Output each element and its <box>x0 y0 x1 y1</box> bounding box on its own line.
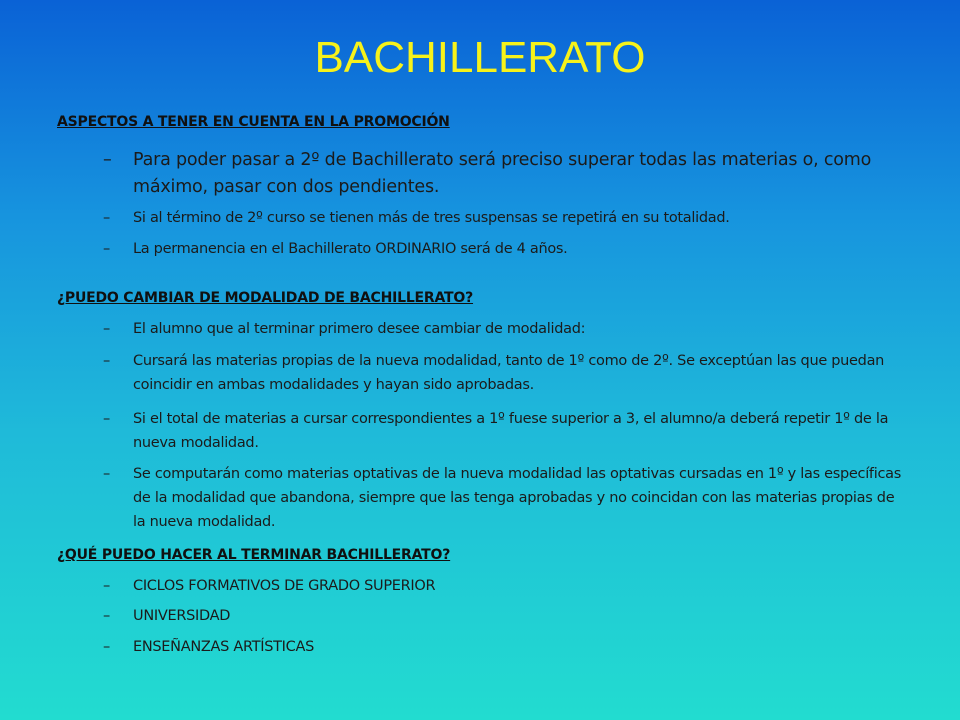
list-item-text: El alumno que al terminar primero desee cambiar de modalidad: <box>133 321 586 337</box>
list-item-text: CICLOS FORMATIVOS DE GRADO SUPERIOR <box>133 578 436 594</box>
list-item <box>103 237 903 261</box>
bullet-dash: – <box>103 411 110 427</box>
slide-title: BACHILLERATO <box>314 33 646 82</box>
bullet-dash: – <box>103 578 110 594</box>
bullet-dash: – <box>103 150 112 170</box>
bullet-dash: – <box>103 241 110 257</box>
list-item <box>103 604 903 628</box>
list-item <box>103 407 903 455</box>
bullet-dash: – <box>103 639 110 655</box>
list-item <box>103 147 903 201</box>
bullet-dash: – <box>103 466 110 482</box>
list-item <box>103 317 903 341</box>
section-heading-modalidad: ¿PUEDO CAMBIAR DE MODALIDAD DE BACHILLERATO? <box>57 290 474 306</box>
list-item-text: Cursará las materias propias de la nueva modalidad, tanto de 1º como de 2º. Se exceptúan las que puedan coincidir en ambas modalidades y hayan sido aprobadas. <box>133 353 885 393</box>
section-heading-promocion: ASPECTOS A TENER EN CUENTA EN LA PROMOCIÓN <box>57 114 450 130</box>
list-item <box>103 206 903 230</box>
list-item <box>103 635 903 659</box>
list-item <box>103 349 903 397</box>
list-item-text: Para poder pasar a 2º de Bachillerato será preciso superar todas las materias o, como máximo, pasar con dos pendientes. <box>133 150 872 197</box>
section-heading-terminar: ¿QUÉ PUEDO HACER AL TERMINAR BACHILLERATO? <box>57 547 451 563</box>
list-item-text: ENSEÑANZAS ARTÍSTICAS <box>133 639 315 655</box>
list-item-text: Si al término de 2º curso se tienen más de tres suspensas se repetirá en su totalidad. <box>133 210 730 226</box>
list-item-text: UNIVERSIDAD <box>133 608 231 624</box>
bullet-dash: – <box>103 353 110 369</box>
bullet-dash: – <box>103 321 110 337</box>
list-item <box>103 462 903 534</box>
bullet-dash: – <box>103 608 110 624</box>
list-item-text: Si el total de materias a cursar correspondientes a 1º fuese superior a 3, el alumno/a deberá repetir 1º de la nueva modalidad. <box>133 411 889 451</box>
list-item-text: Se computarán como materias optativas de la nueva modalidad las optativas cursadas en 1º y las específicas de la modalidad que abandona, siempre que las tenga aprobadas y no coincidan con las materias propias de la nueva modalidad. <box>133 466 901 530</box>
list-item <box>103 574 903 598</box>
bullet-dash: – <box>103 210 110 226</box>
list-item-text: La permanencia en el Bachillerato ORDINARIO será de 4 años. <box>133 241 568 257</box>
